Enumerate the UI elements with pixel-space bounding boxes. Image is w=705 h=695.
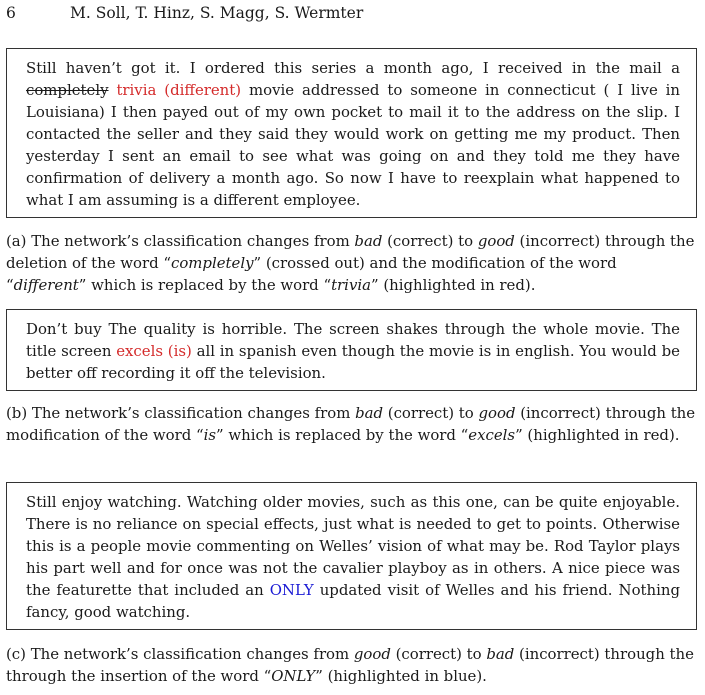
caption-a [6, 230, 699, 296]
caption-text: (a) The network’s classification changes from [6, 232, 355, 250]
inserted-word: ONLY [269, 581, 314, 599]
running-header [6, 3, 363, 23]
deleted-word: completely [26, 81, 109, 99]
caption-text: (correct) to [383, 404, 479, 422]
caption-text: (incorrect) through the modification of the word “ [6, 404, 696, 444]
caption-text: ” (highlighted in red). [515, 426, 680, 444]
review-box-b [6, 309, 697, 391]
review-box-c [6, 482, 697, 630]
caption-text: (incorrect) through the deletion of the word “ [6, 232, 695, 272]
caption-text: (b) The network’s classification changes from [6, 404, 356, 422]
review-text: movie addressed to someone in connecticut ( I live in Louisiana) I then payed out of my own pocket to mail it to the address on the slip. I contacted the seller and they said they would work on getting me my product. Then yesterday I sent an email to see what was going on and they told me they have confirmation of delivery a month ago. So now I have to reexplain what happened to what I am assuming is a different employee. [26, 81, 681, 209]
caption-c [6, 643, 699, 687]
caption-emph: good [478, 404, 516, 422]
caption-text: ” (highlighted in blue). [315, 667, 487, 685]
caption-emph: trivia [331, 276, 371, 294]
caption-emph: different [13, 276, 79, 294]
caption-text: ” (highlighted in red). [371, 276, 536, 294]
review-text: Still haven’t got it. I ordered this series a month ago, I received in the mail a [26, 59, 680, 77]
author-list: M. Soll, T. Hinz, S. Magg, S. Wermter [70, 4, 364, 22]
caption-b [6, 402, 699, 446]
caption-emph: completely [171, 254, 254, 272]
caption-text: ” which is replaced by the word “ [78, 276, 332, 294]
caption-emph: excels [468, 426, 516, 444]
caption-emph: bad [354, 232, 383, 250]
caption-emph: good [353, 645, 391, 663]
caption-emph: bad [355, 404, 384, 422]
review-text: all in spanish even though the movie is in english. You would be better off recording it off the television. [26, 342, 680, 382]
caption-emph: ONLY [271, 667, 316, 685]
review-box-a [6, 48, 697, 218]
caption-emph: bad [486, 645, 515, 663]
caption-emph: is [203, 426, 217, 444]
review-text: Don’t buy The quality is horrible. The screen shakes through the whole movie. The title screen [26, 320, 680, 360]
page-number: 6 [6, 4, 16, 22]
review-text: updated visit of Welles and his friend. Nothing fancy, good watching. [26, 581, 680, 621]
caption-text: ” which is replaced by the word “ [216, 426, 469, 444]
caption-text: ” (crossed out) and the modification of the word “ [6, 254, 617, 294]
replaced-word: trivia (different) [116, 81, 242, 99]
caption-text: (c) The network’s classification changes from [6, 645, 354, 663]
caption-text: (correct) to [382, 232, 478, 250]
caption-text: (correct) to [390, 645, 487, 663]
review-text: Still enjoy watching. Watching older movies, such as this one, can be quite enjoyable. There is no reliance on special effects, just what is needed to get to points. Otherwise this is a people movie commenting on Welles’ vision of what may be. Rod Taylor plays his part well and for once was not the cavalier playboy as in others. A nice piece was the featurette that included an [26, 493, 680, 599]
replaced-word: excels (is) [116, 342, 192, 360]
caption-text: (incorrect) through the through the insertion of the word “ [6, 645, 694, 685]
caption-emph: good [477, 232, 515, 250]
